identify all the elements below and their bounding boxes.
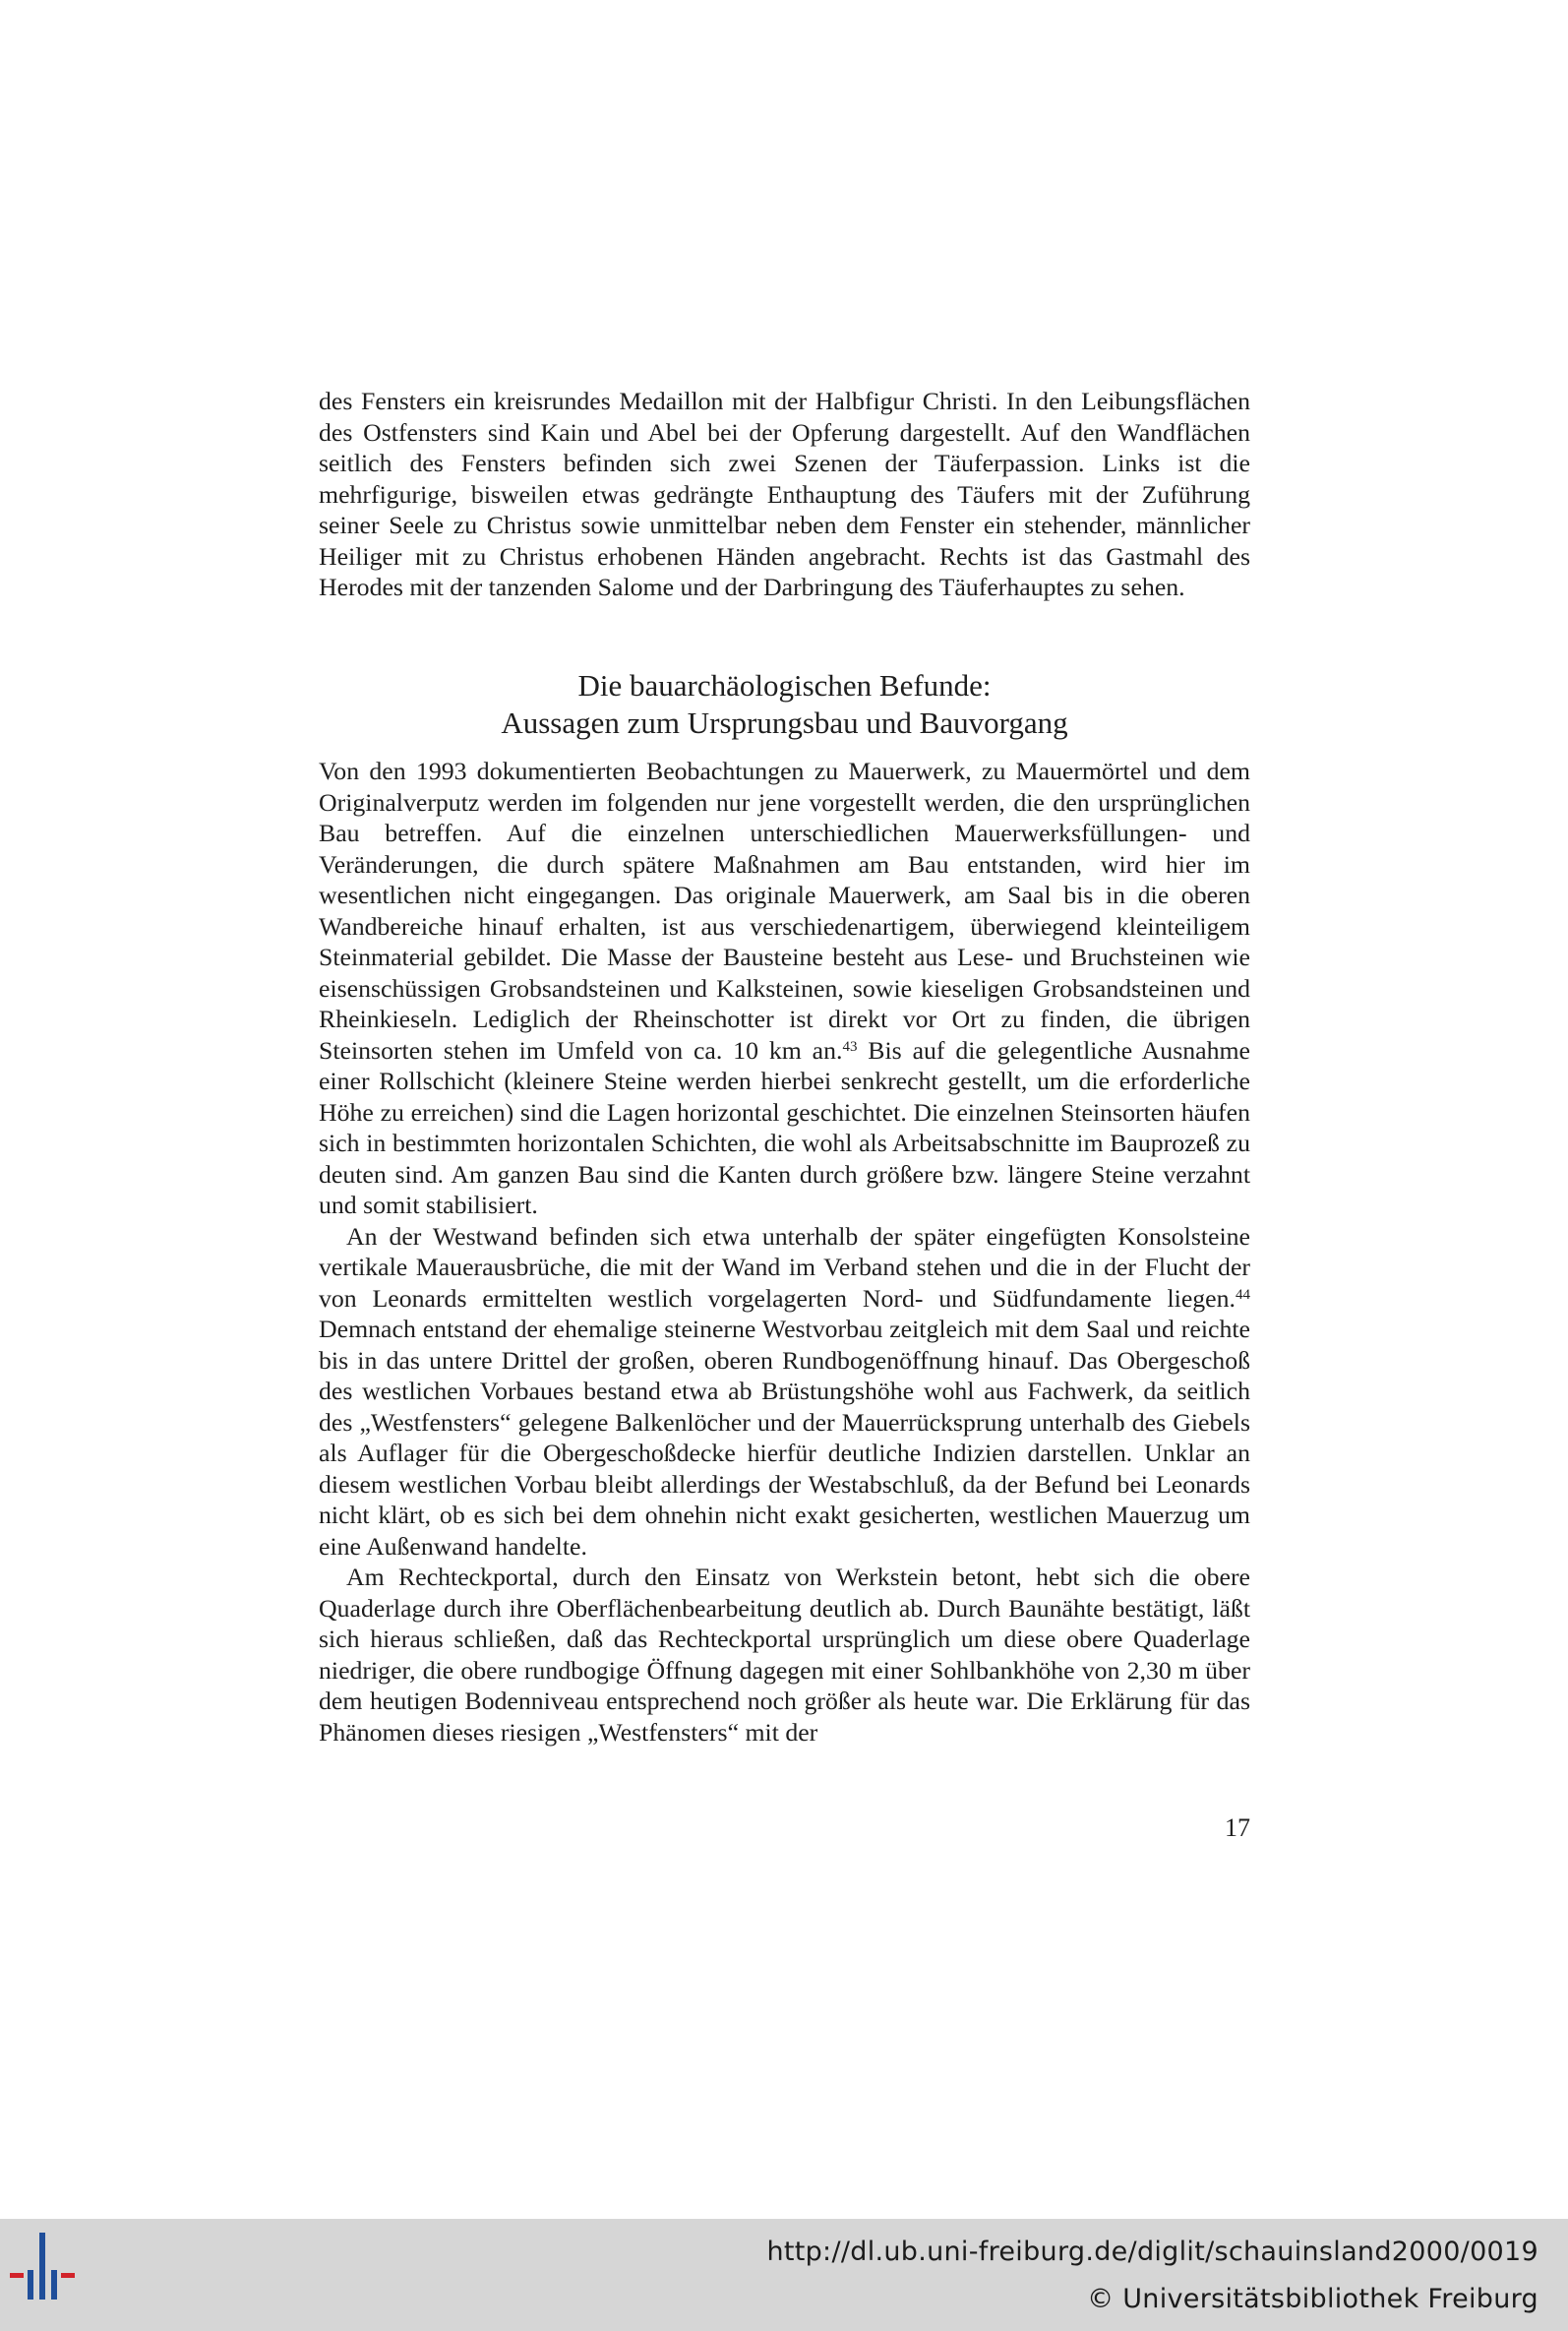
section-heading-line-2: Aussagen zum Ursprungsbau und Bauvorgang (501, 705, 1068, 740)
paragraph-2 (319, 1221, 1250, 1563)
document-url[interactable]: http://dl.ub.uni-freiburg.de/diglit/schauinsland2000/0019 (766, 2237, 1538, 2267)
intro-paragraph-block (319, 386, 1250, 603)
paragraph-1-text-a: Von den 1993 dokumentierten Beobachtungen zu Mauerwerk, zu Mauermörtel und dem Originalverputz werden im folgenden nur jene vorgestellt werden, die den ursprünglichen Bau betreffen. Auf die einzelnen unterschiedlichen Mauerwerksfüllungen- und Veränderungen, die durch spätere Maßnahmen am Bau entstanden, wird hier im wesentlichen nicht eingegangen. Das originale Mauerwerk, am Saal bis in die oberen Wandbereiche hinauf erhalten, ist aus verschiedenartigem, überwiegend kleinteiligem Steinmaterial gebildet. Die Masse der Bausteine besteht aus Lese- und Bruchsteinen wie eisenschüssigen Grobsandsteinen und Kalksteinen, sowie kieseligen Grobsandsteinen und Rheinkieseln. Lediglich der Rheinschotter ist direkt vor Ort zu finden, die übrigen Steinsorten stehen im Umfeld von ca. 10 km an. (319, 757, 1250, 1065)
paragraph-1 (319, 756, 1250, 1221)
paragraph-2-text-b: Demnach entstand der ehemalige steinerne Westvorbau zeitgleich mit dem Saal und reichte bis in das untere Drittel der großen, oberen Rundbogenöffnung hinauf. Das Obergeschoß des westlichen Vorbaues bestand etwa ab Brüstungshöhe wohl aus Fachwerk, da seitlich des „Westfensters“ gelegene Balkenlöcher und der Mauerrücksprung unterhalb des Giebels als Auflager für die Obergeschoßdecke hierfür deutliche Indizien darstellen. Unklar an diesem westlichen Vorbau bleibt allerdings der Westabschluß, da der Befund bei Leonards nicht klärt, ob es sich bei dem ohnehin nicht exakt gesicherten, westlichen Mauerzug um eine Außenwand handelte. (319, 1315, 1250, 1561)
intro-paragraph: des Fensters ein kreisrundes Medaillon mit der Halbfigur Christi. In den Leibungsflächen des Ostfensters sind Kain und Abel bei der Opferung dargestellt. Auf den Wandflächen seitlich des Fensters befinden sich zwei Szenen der Täuferpassion. Links ist die mehrfigurige, bisweilen etwas gedrängte Enthauptung des Täufers mit der Zuführung seiner Seele zu Christus sowie unmittelbar neben dem Fenster ein stehender, männlicher Heiliger mit zu Christus erhobenen Händen angebracht. Rechts ist das Gastmahl des Herodes mit der tanzenden Salome und der Darbringung des Täuferhauptes zu sehen. (319, 387, 1250, 601)
copyright-notice: © Universitätsbibliothek Freiburg (1087, 2284, 1538, 2314)
paragraph-3: Am Rechteckportal, durch den Einsatz von Werkstein betont, hebt sich die obere Quaderlage durch ihre Oberflächenbearbeitung deutlich ab. Durch Baunähte bestätigt, läßt sich hieraus schließen, daß das Rechteckportal ursprünglich um diese obere Quaderlage niedriger, die obere rundbogige Öffnung dagegen mit einer Sohlbankhöhe von 2,30 m über dem heutigen Bodenniveau entsprechend noch größer als heute war. Die Erklärung für das Phänomen dieses riesigen „Westfensters“ mit der (319, 1563, 1250, 1747)
ub-freiburg-logo-icon (0, 2219, 108, 2331)
section-heading-line-1: Die bauarchäologischen Befunde: (577, 668, 992, 703)
main-text-block (319, 756, 1250, 1748)
section-heading (319, 667, 1250, 742)
paragraph-1-text-b: Bis auf die gelegentliche Ausnahme einer Rollschicht (kleinere Steine werden hierbei senkrecht gestellt, um die erforderliche Höhe zu erreichen) sind die Lagen horizontal geschichtet. Die einzelnen Steinsorten häufen sich in bestimmten horizontalen Schichten, die wohl als Arbeitsabschnitte im Bauprozeß zu deuten sind. Am ganzen Bau sind die Kanten durch größere bzw. längere Steine verzahnt und somit stabilisiert. (319, 1035, 1251, 1219)
paragraph-2-text-a: An der Westwand befinden sich etwa unterhalb der später eingefügten Konsolsteine vertikale Mauerausbrüche, die mit der Wand im Verband stehen und die in der Flucht der von Leonards ermittelten westlich vorgelagerten Nord- und Südfundamente liegen. (319, 1221, 1250, 1313)
page-number: 17 (1225, 1813, 1250, 1842)
footnote-ref-43: 43 (842, 1038, 858, 1055)
footnote-ref-44: 44 (1236, 1286, 1250, 1303)
footer-bar (0, 2219, 1568, 2331)
